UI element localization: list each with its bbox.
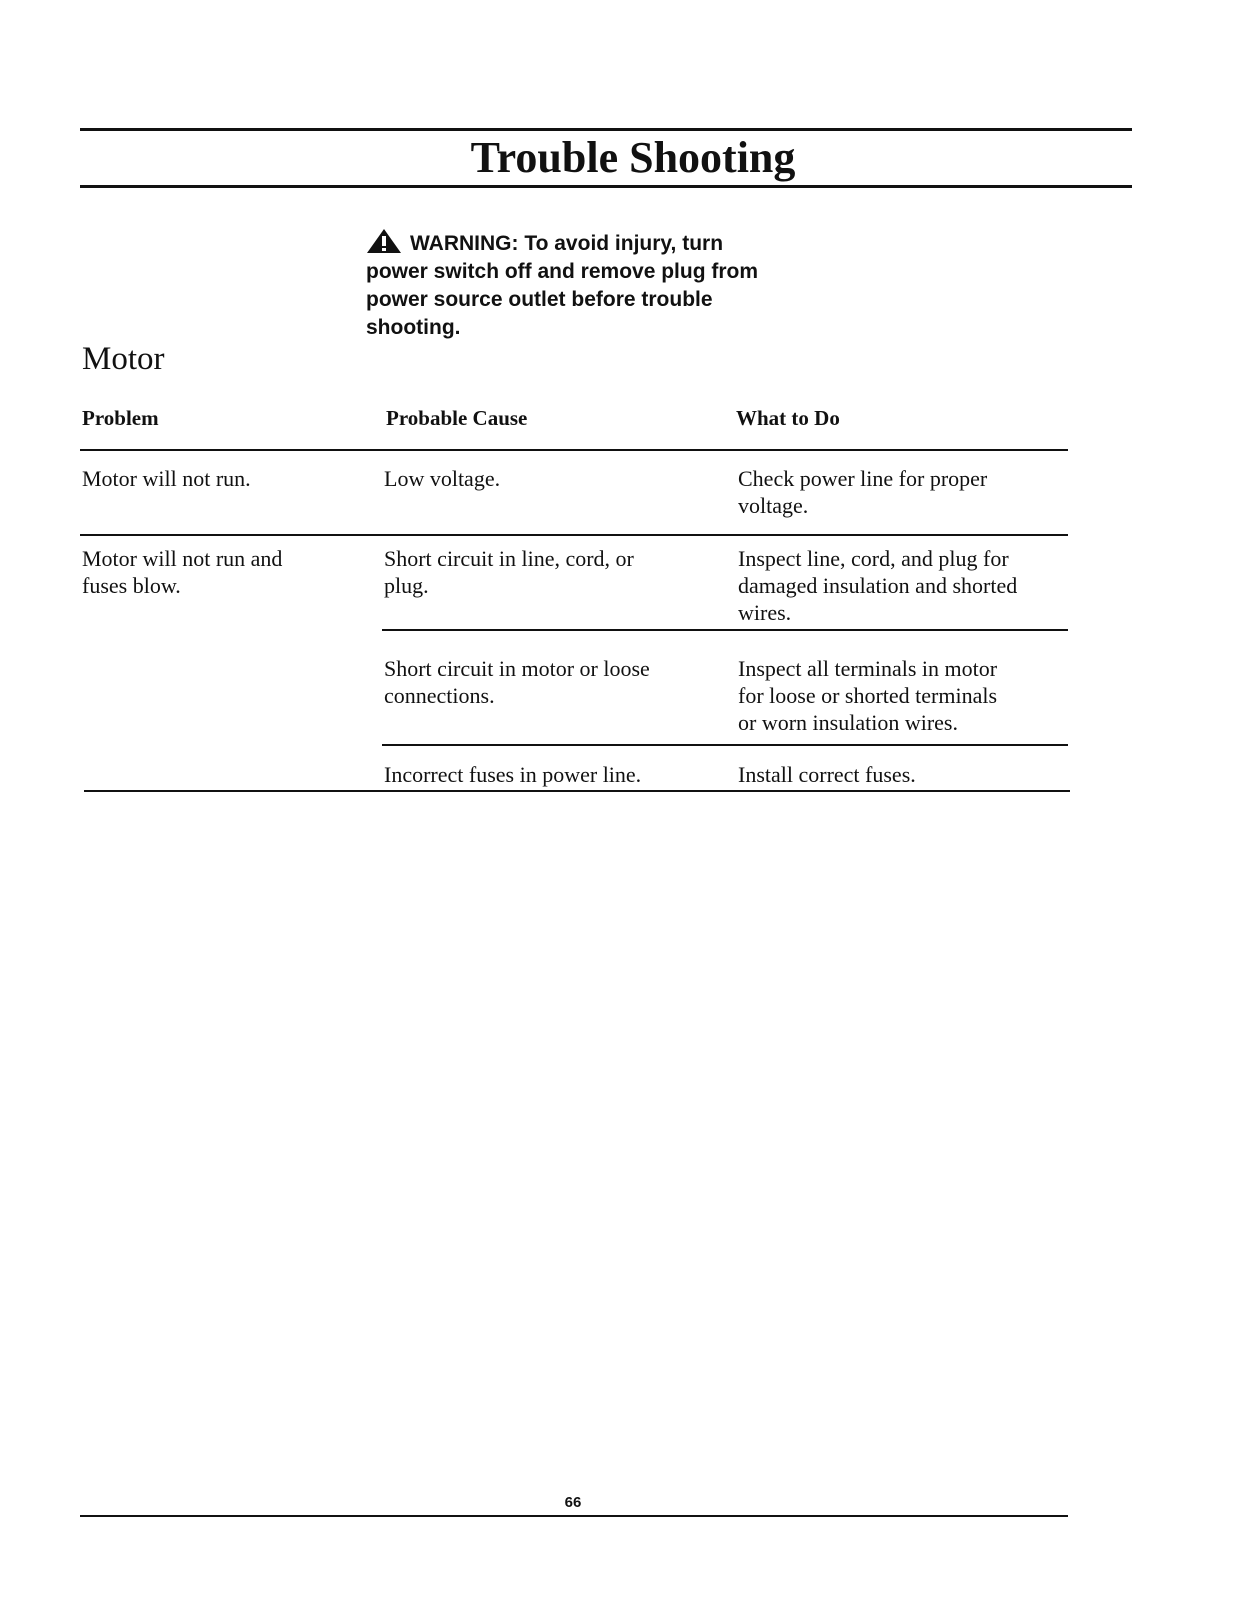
warning-text-line-2: power switch off and remove plug from bbox=[366, 260, 759, 283]
column-header-what-to-do: What to Do bbox=[736, 406, 840, 430]
warning-text-line-3: power source outlet before trouble bbox=[366, 288, 713, 311]
table-cell-todo: Inspect all terminals in motor for loose or shorted terminals or worn insulation wires. bbox=[738, 656, 998, 735]
footer-rule bbox=[80, 1515, 1068, 1517]
table-bottom-rule bbox=[84, 790, 1070, 792]
title-bottom-rule bbox=[80, 185, 1132, 188]
table-cell-problem: Motor will not run. bbox=[82, 466, 251, 491]
table-cell-todo: Check power line for proper voltage. bbox=[738, 466, 988, 518]
warning-line bbox=[366, 228, 826, 258]
table-cell-cause: Low voltage. bbox=[384, 466, 501, 491]
row-divider bbox=[80, 534, 1068, 536]
warning-notice bbox=[366, 228, 826, 342]
warning-text-line-4: shooting. bbox=[366, 316, 461, 339]
column-header-probable-cause: Probable Cause bbox=[386, 406, 528, 430]
table-cell-todo: Inspect line, cord, and plug for damaged insulation and shorted wires. bbox=[738, 546, 1018, 625]
title-top-rule bbox=[80, 128, 1132, 131]
page-number: 66 bbox=[564, 1494, 582, 1511]
table-cell-cause: Short circuit in line, cord, or plug. bbox=[384, 546, 634, 598]
table-cell-problem: Motor will not run and fuses blow. bbox=[82, 546, 283, 598]
header-divider bbox=[80, 449, 1068, 451]
row-divider bbox=[382, 744, 1068, 746]
page-title: Trouble Shooting bbox=[470, 133, 796, 182]
section-title: Motor bbox=[82, 341, 165, 377]
table-cell-cause: Short circuit in motor or loose connections. bbox=[384, 656, 650, 708]
warning-text-line-1: WARNING: To avoid injury, turn bbox=[410, 232, 724, 255]
row-divider bbox=[382, 629, 1068, 631]
column-header-problem: Problem bbox=[82, 406, 159, 430]
warning-triangle-icon bbox=[366, 228, 402, 254]
table-cell-todo: Install correct fuses. bbox=[738, 762, 916, 787]
table-cell-cause: Incorrect fuses in power line. bbox=[384, 762, 642, 787]
